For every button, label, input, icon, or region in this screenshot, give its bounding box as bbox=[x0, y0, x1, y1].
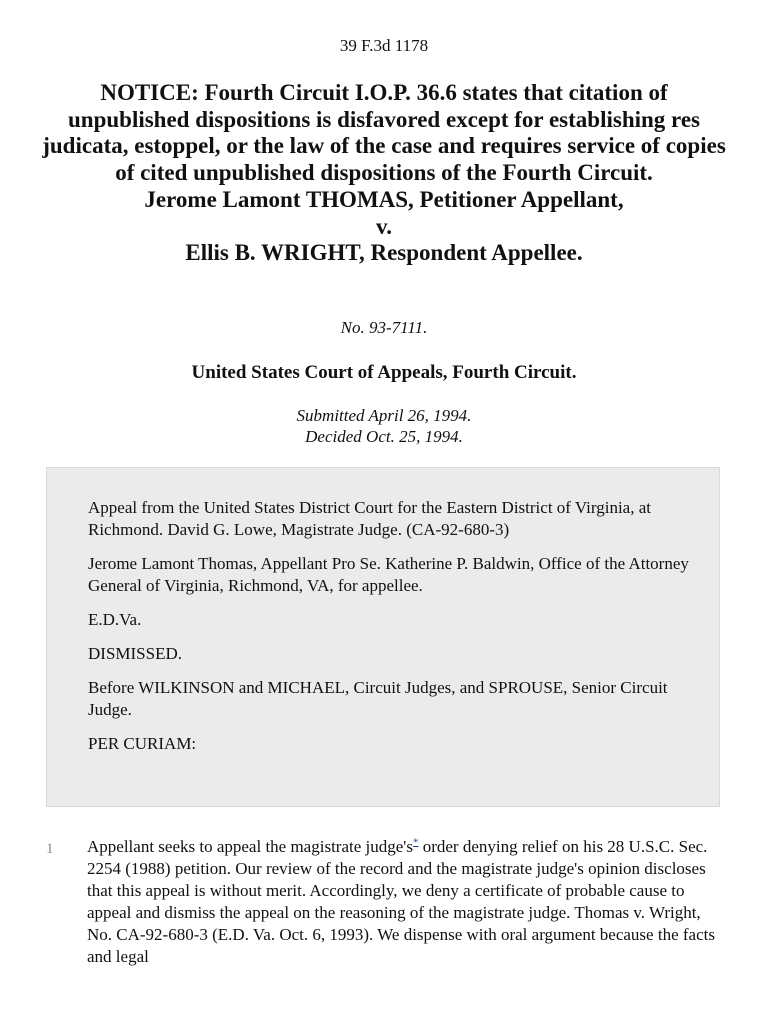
paragraph-number: 1 bbox=[46, 841, 54, 857]
decided-date: Decided Oct. 25, 1994. bbox=[305, 427, 463, 446]
footnote-link[interactable]: * bbox=[412, 836, 419, 849]
opinion-text-start: Appellant seeks to appeal the magistrate judge's bbox=[87, 837, 413, 856]
opinion-paragraph bbox=[87, 836, 727, 968]
case-summary-box bbox=[46, 467, 720, 807]
panel-text: Before WILKINSON and MICHAEL, Circuit Judges, and SPROUSE, Senior Circuit Judge. bbox=[88, 678, 668, 719]
versus-line: v. bbox=[376, 213, 392, 239]
disposition-text: DISMISSED. bbox=[88, 644, 182, 663]
case-citation: 39 F.3d 1178 bbox=[339, 36, 429, 55]
respondent-line: Ellis B. WRIGHT, Respondent Appellee. bbox=[185, 240, 583, 266]
submitted-date: Submitted April 26, 1994. bbox=[296, 406, 472, 425]
appeal-from-text: Appeal from the United States District Court for the Eastern District of Virginia, at Richmond. David G. Lowe, Magistrate Judge. (CA-92-680-3) bbox=[88, 498, 652, 539]
petitioner-line: Jerome Lamont THOMAS, Petitioner Appellant, bbox=[144, 186, 624, 212]
per-curiam-text: PER CURIAM: bbox=[88, 734, 197, 753]
district-text: E.D.Va. bbox=[88, 610, 142, 629]
court-name: United States Court of Appeals, Fourth Circuit. bbox=[191, 362, 577, 383]
unpublished-notice: NOTICE: Fourth Circuit I.O.P. 36.6 states that citation of unpublished dispositions is disfavored except for establishing res judicata, estoppel, or the law of the case and requires service of copies of cited unpublished dispositions of the Fourth Circuit. bbox=[42, 80, 726, 186]
counsel-text: Jerome Lamont Thomas, Appellant Pro Se. Katherine P. Baldwin, Office of the Attorney General of Virginia, Richmond, VA, for appellee. bbox=[88, 554, 689, 595]
decision-dates bbox=[0, 405, 768, 447]
docket-number: No. 93-7111. bbox=[340, 318, 428, 337]
case-header bbox=[40, 80, 728, 267]
opinion-text-rest: order denying relief on his 28 U.S.C. Sec. 2254 (1988) petition. Our review of the record and the magistrate judge's opinion discloses that this appeal is without merit. Accordingly, we deny a certificate of probable cause to appeal and dismiss the appeal on the reasoning of the magistrate judge. Thomas v. Wright, No. CA-92-680-3 (E.D. Va. Oct. 6, 1993). We dispense with oral argument because the facts and legal bbox=[87, 837, 715, 966]
